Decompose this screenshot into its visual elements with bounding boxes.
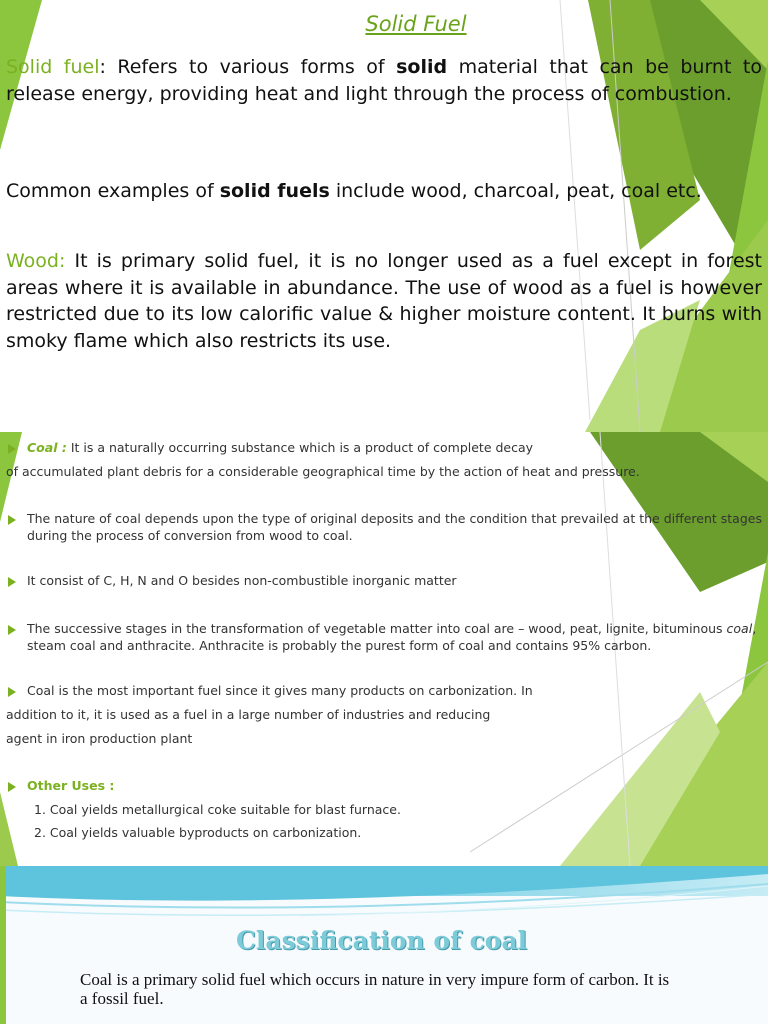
bullet-icon [8,515,16,525]
bullet-icon [8,782,16,792]
coal-text: It is a naturally occurring substance which is a product of complete decay [66,440,534,455]
other-use-item: 1. Coal yields metallurgical coke suitable for blast furnace. [34,802,401,817]
coal-definition [27,440,747,457]
coal-importance-line3: agent in iron production plant [6,731,193,746]
wood-paragraph [6,248,762,354]
stages-text-cont: , steam coal and anthracite. Anthracite is probably the purest form of coal and contains 95% carbon. [27,621,757,653]
examples-text-cont: include wood, charcoal, peat, coal etc. [329,180,702,202]
bullet-icon [8,444,16,454]
bold-solid-fuels: solid fuels [219,180,330,202]
coal-label: Coal : [27,440,67,455]
solid-fuel-examples [6,178,762,205]
slide-coal [0,432,768,866]
definition-text-cont: material that can be burnt to release energy, providing heat and light through the process of combustion. [6,56,762,105]
bullet-icon [8,625,16,635]
coal-definition-cont: of accumulated plant debris for a considerable geographical time by the action of heat and pressure. [6,464,640,479]
coal-nature: The nature of coal depends upon the type of original deposits and the condition that prevailed at the different stages during the process of conversion from wood to coal. [27,511,762,543]
coal-composition: It consist of C, H, N and O besides non-combustible inorganic matter [27,573,457,588]
coal-importance-line2: addition to it, it is used as a fuel in a large number of industries and reducing [6,707,491,722]
other-use-item: 2. Coal yields valuable byproducts on carbonization. [34,825,362,840]
other-uses-label: Other Uses : [27,778,115,793]
wood-text: It is primary solid fuel, it is no longer used as a fuel except in forest areas where it is available in abundance. The use of wood as a fuel is however restricted due to its low calorific value & higher moisture content. It burns with smoky flame which also restricts its use. [6,250,762,352]
solid-fuel-definition [6,54,762,107]
bullet-icon [8,577,16,587]
slide-solid-fuel [0,0,768,432]
coal-stages [27,621,763,654]
examples-text: Common examples of [6,180,220,202]
classification-body: Coal is a primary solid fuel which occurs in nature in very impure form of carbon. It is a fossil fuel. [80,970,670,1008]
coal-importance-line1: Coal is the most important fuel since it gives many products on carbonization. In [27,683,533,698]
stages-text: The successive stages in the transformation of vegetable matter into coal are – wood, peat, lignite, bituminous [27,621,727,636]
term-solid-fuel: Solid fuel [6,56,100,78]
slide-classification [0,866,768,1024]
classification-title: Classification of coal [236,926,528,955]
definition-text: : Refers to various forms of [99,56,397,78]
slide-title: Solid Fuel [365,12,467,36]
bullet-icon [8,687,16,697]
term-wood: Wood: [6,250,66,272]
italic-coal: coal [726,621,753,636]
bold-solid: solid [396,56,448,78]
